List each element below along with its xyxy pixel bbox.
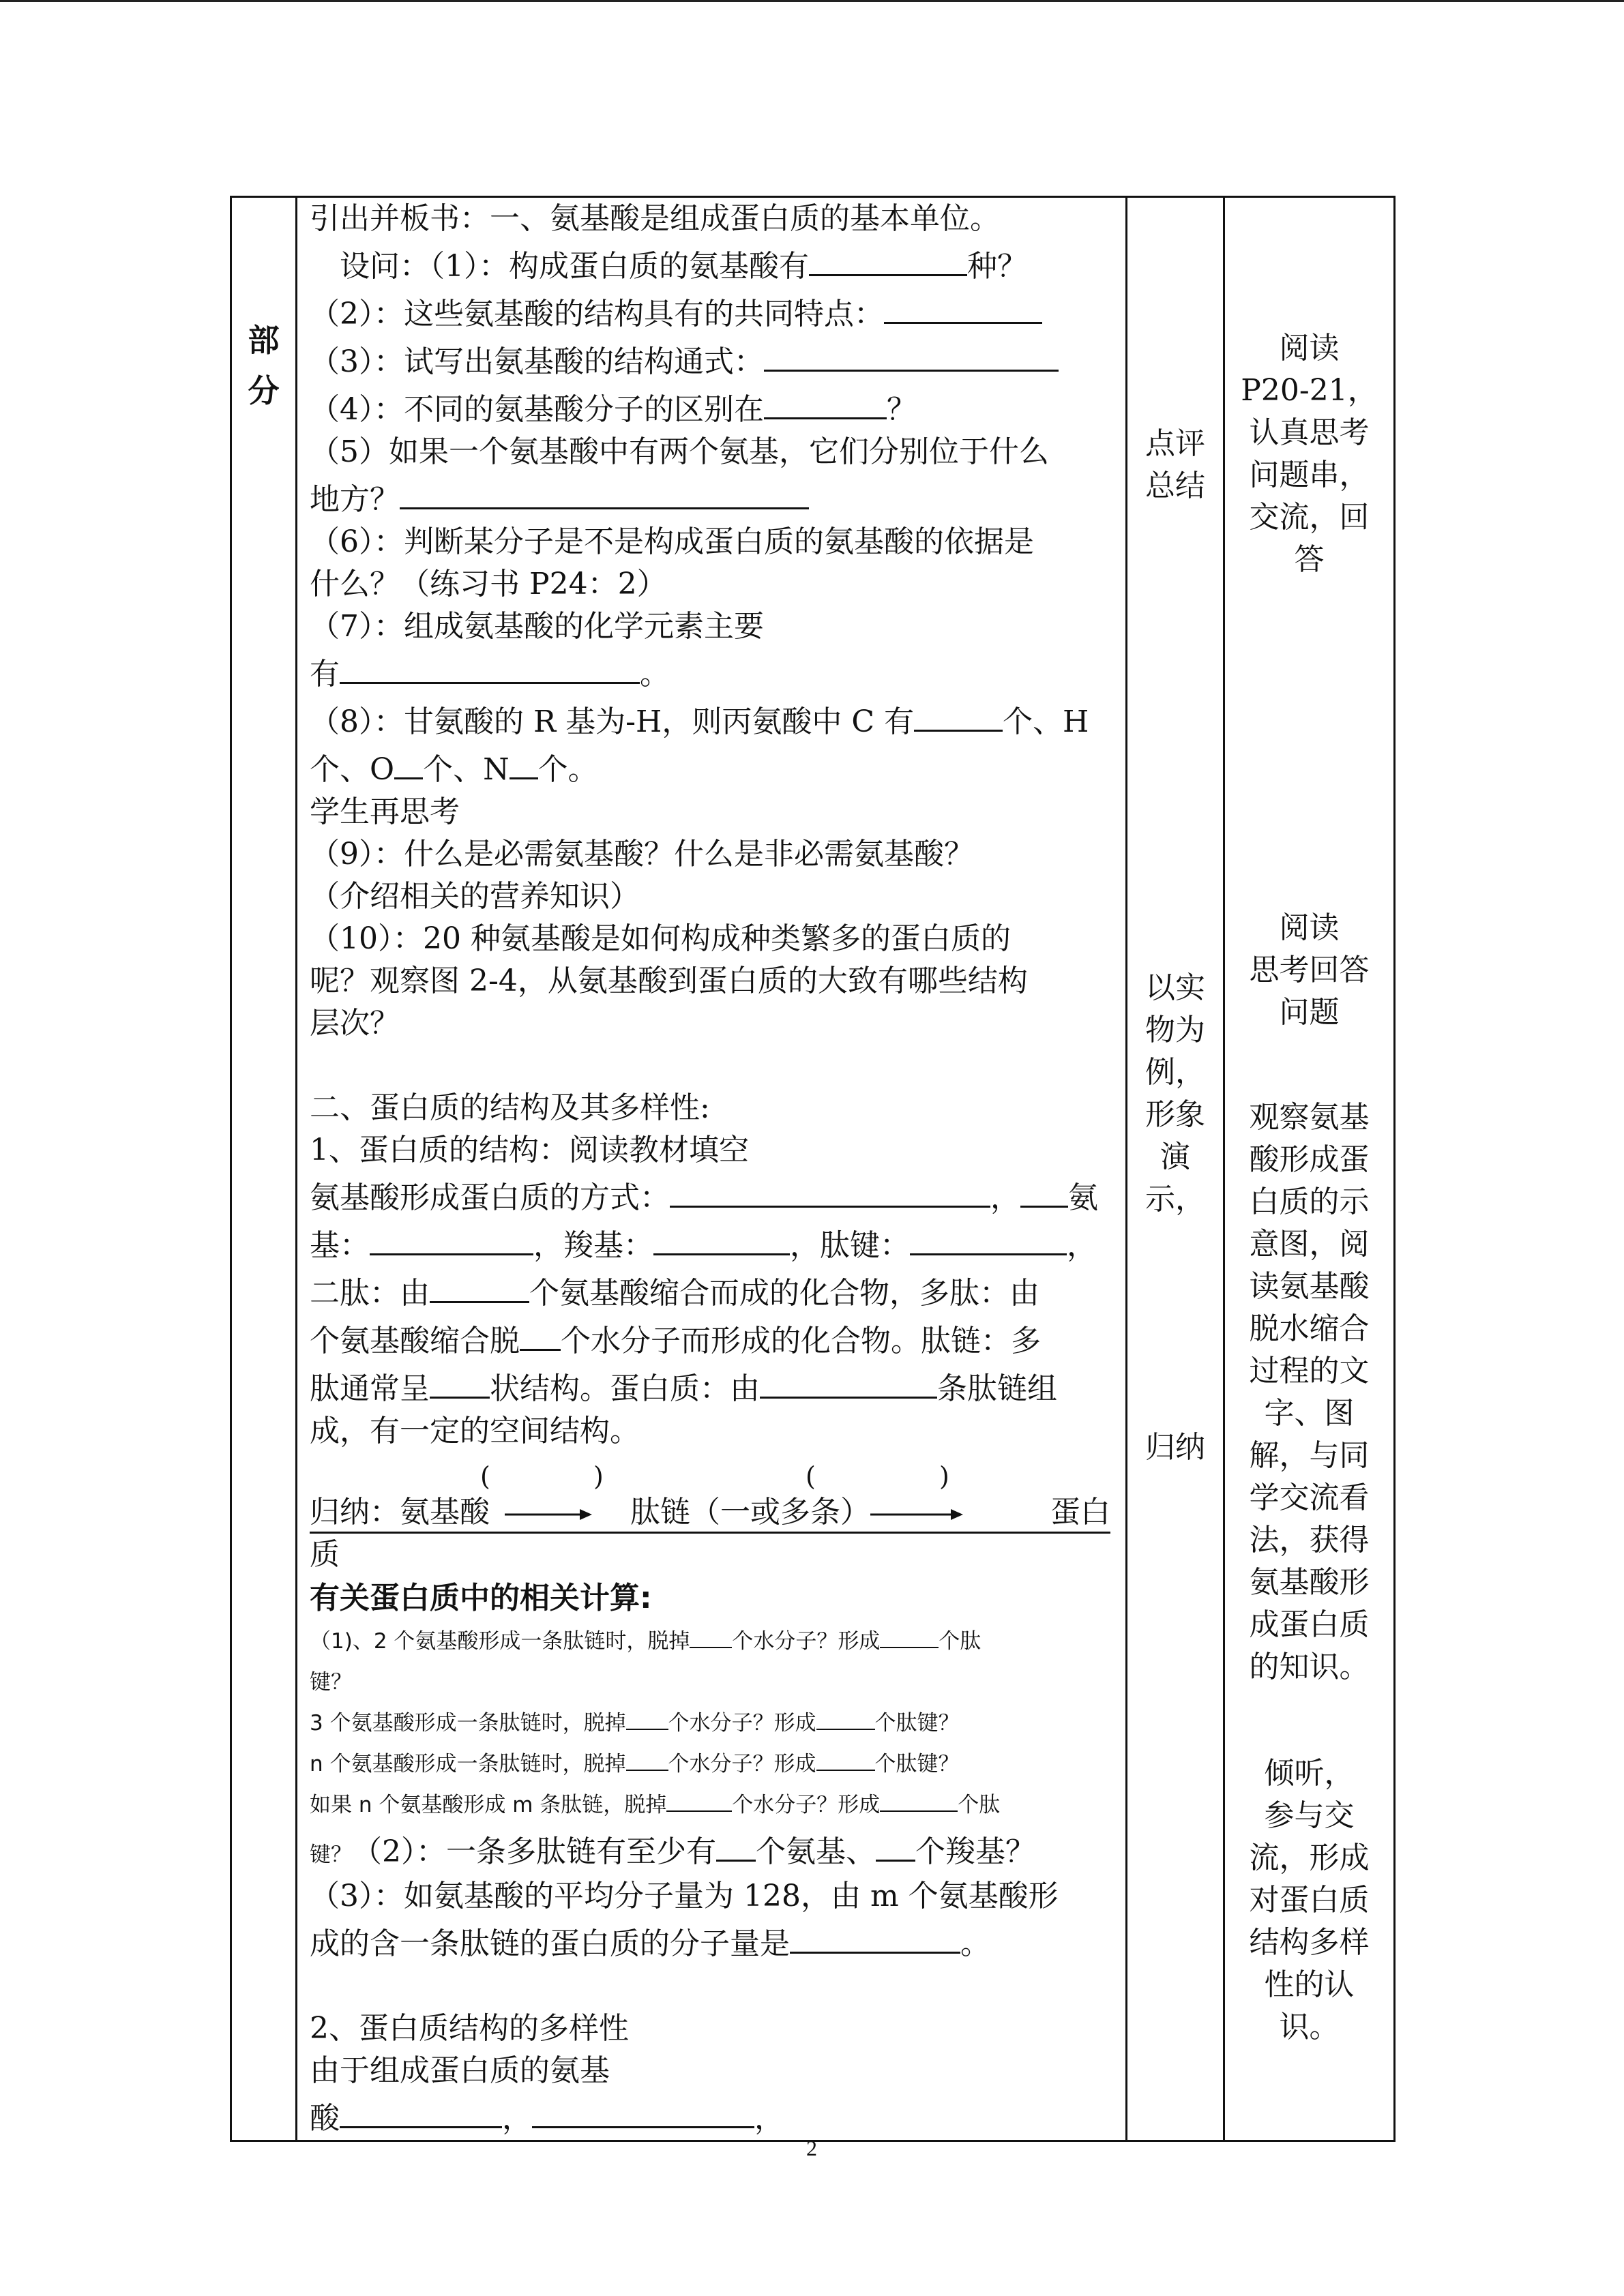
teacher-block-2: 以实 物为 例， 形象 演 示， — [1145, 970, 1205, 1217]
student-block-4: 倾听， 参与交 流，形成 对蛋白质 结构多样 性的认 识。 — [1249, 1756, 1370, 2044]
question-5: （5）如果一个氨基酸中有两个氨基，它们分别位于什么 — [310, 434, 1049, 469]
section-2-title: 二、蛋白质的结构及其多样性: — [310, 1090, 710, 1125]
teacher-block-3: 归纳 — [1145, 1430, 1205, 1465]
formation-line-2: 基： ，羧基： ，肽键： ， — [310, 1219, 1113, 1267]
page-top-border — [0, 0, 1624, 2]
part-label: 部 分 — [248, 322, 280, 409]
summary-blanks: ( ) ( ) — [480, 1461, 949, 1491]
chain-line-end: 成，有一定的空间结构。 — [310, 1414, 640, 1448]
student-block-3: 观察氨基 酸形成蛋 白质的示 意图，阅 读氨基酸 脱水缩合 过程的文 字、图 解，与同 学交流看 法，获得 氨基酸形 成蛋白质 的知识。 — [1249, 1100, 1370, 1684]
calc-title: 有关蛋白质中的相关计算: — [310, 1581, 652, 1615]
question-7-cont: 有 。 — [310, 648, 1113, 696]
arrow-right-icon — [870, 1506, 966, 1523]
diversity-line: 由于组成蛋白质的氨基 — [310, 2053, 610, 2088]
calc-5: 键？（2）：一条多肽链有至少有 个氨基、 个羧基？ — [310, 1825, 1113, 1875]
question-7: （7）：组成氨基酸的化学元素主要 — [310, 609, 764, 644]
arrow-right-icon — [499, 1506, 595, 1523]
question-1: 设问：（1）：构成蛋白质的氨基酸有 种？ — [310, 240, 1113, 288]
chain-line: 肽通常呈 状结构。蛋白质：由 条肽链组 — [310, 1362, 1113, 1410]
question-10: （10）：20 种氨基酸是如何构成种类繁多的蛋白质的 — [310, 921, 1011, 956]
question-2: （2）：这些氨基酸的结构具有的共同特点： — [310, 288, 1113, 336]
question-4: （4）：不同的氨基酸分子的区别在 ？ — [310, 383, 1113, 431]
student-activity-cell — [1224, 197, 1395, 2141]
diversity-line-cont: 酸 ， ， — [310, 2092, 1113, 2140]
calc-1: （1)、2 个氨基酸形成一条肽链时，脱掉 个水分子？形成 个肽 — [310, 1621, 1113, 1662]
formation-line: 氨基酸形成蛋白质的方式： ， 氨 — [310, 1172, 1113, 1219]
calc-6: （3）：如氨基酸的平均分子量为 128，由 m 个氨基酸形 — [310, 1879, 1059, 1913]
section-2-1-title: 1、蛋白质的结构：阅读教材填空 — [310, 1133, 749, 1167]
dipeptide-line: 二肽：由 个氨基酸缩合而成的化合物，多肽：由 — [310, 1267, 1113, 1315]
summary-line: 归纳：氨基酸 肽链（一或多条） 蛋白 — [310, 1493, 1110, 1534]
question-6-cont: 什么？（练习书 P24：2） — [310, 567, 667, 601]
calc-3: n 个氨基酸形成一条肽链时，脱掉 个水分子？形成 个肽键？ — [310, 1744, 1113, 1785]
teacher-block-1: 点评 总结 — [1145, 426, 1205, 503]
question-8: （8）：甘氨酸的 R 基为-H，则丙氨酸中 C 有 个、H — [310, 696, 1113, 743]
content-cell — [297, 197, 1127, 2141]
calc-6-cont: 成的含一条肽链的蛋白质的分子量是 。 — [310, 1918, 1113, 1965]
calc-4: 如果 n 个氨基酸形成 m 条肽链，脱掉 个水分子？形成 个肽 — [310, 1785, 1113, 1825]
question-6: （6）：判断某分子是不是构成蛋白质的氨基酸的依据是 — [310, 524, 1034, 559]
part-cell — [231, 197, 297, 2141]
page-number: 2 — [806, 2136, 817, 2160]
intro-line: 引出并板书：一、氨基酸是组成蛋白质的基本单位。 — [310, 201, 1000, 236]
question-10-end: 层次？ — [310, 1006, 400, 1041]
table-row — [231, 197, 1395, 2141]
lesson-plan-table — [230, 196, 1396, 2142]
rethink-line: 学生再思考 — [310, 794, 460, 829]
question-3: （3）：试写出氨基酸的结构通式： — [310, 336, 1113, 383]
calc-2: 3 个氨基酸形成一条肽链时，脱掉 个水分子？形成 个肽键？ — [310, 1703, 1113, 1744]
teacher-activity-cell — [1127, 197, 1224, 2141]
question-8-cont: 个、O 个、N 个。 — [310, 743, 1113, 791]
question-10-cont: 呢？观察图 2-4，从氨基酸到蛋白质的大致有哪些结构 — [310, 964, 1028, 998]
question-9-note: （介绍相关的营养知识） — [310, 879, 640, 914]
question-5-cont: 地方？ — [310, 473, 1113, 521]
polypeptide-line: 个氨基酸缩合脱 个水分子而形成的化合物。肽链：多 — [310, 1315, 1113, 1362]
calc-1-cont: 键？ — [310, 1670, 352, 1695]
summary-line-end: 质 — [310, 1537, 340, 1572]
section-2-2-title: 2、蛋白质结构的多样性 — [310, 2011, 629, 2046]
question-9: （9）：什么是必需氨基酸？什么是非必需氨基酸？ — [310, 837, 974, 871]
student-block-1: 阅读 P20-21， 认真思考 问题串， 交流，回 答 — [1241, 331, 1378, 577]
student-block-2: 阅读 思考回答 问题 — [1249, 910, 1370, 1030]
